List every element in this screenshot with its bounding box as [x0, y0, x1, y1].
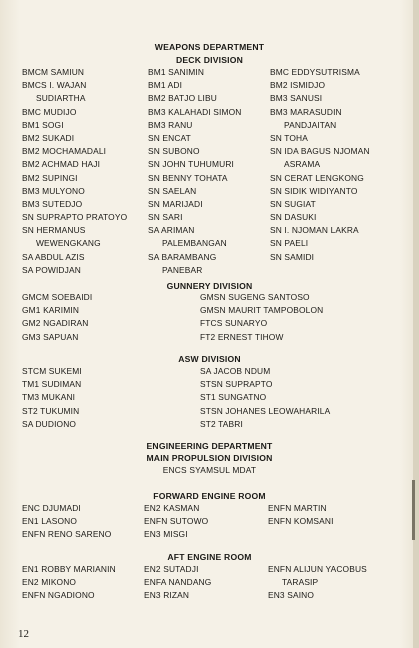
- roster-entry: SN BENNY TOHATA: [148, 172, 228, 183]
- roster-entry: BM2 MOCHAMADALI: [22, 146, 107, 157]
- roster-entry: SA DUDIONO: [22, 418, 77, 429]
- aft-engine-room-column-2: [144, 563, 211, 603]
- roster-entry: SN TOHA: [270, 132, 308, 143]
- page-edge-shadow: [413, 0, 419, 648]
- roster-entry: ENFN ALIJUN YACOBUS: [268, 564, 367, 574]
- roster-entry: SN CERAT LENGKONG: [270, 172, 364, 183]
- roster-entry: BM1 SANIMIN: [148, 67, 205, 77]
- forward-engine-room-column-3: [268, 502, 334, 528]
- roster-entry: FT2 ERNEST TIHOW: [200, 331, 284, 342]
- asw-division-heading: ASW DIVISION: [178, 354, 241, 364]
- roster-entry: ENFN KOMSANI: [268, 516, 334, 527]
- roster-entry: BM3 MULYONO: [22, 185, 85, 196]
- roster-entry: TM3 MUKANI: [22, 392, 76, 403]
- roster-entry: GM3 SAPUAN: [22, 331, 79, 342]
- roster-entry: EN1 LASONO: [22, 516, 78, 527]
- roster-entry: EN2 KASMAN: [144, 503, 200, 513]
- roster-entry: ENFN MARTIN: [268, 503, 327, 513]
- roster-entry: BM3 KALAHADI SIMON: [148, 106, 242, 117]
- binding-mark: [412, 480, 415, 540]
- roster-entry: FTCS SUNARYO: [200, 318, 268, 329]
- gunnery-division-heading: GUNNERY DIVISION: [166, 281, 253, 291]
- gunnery-column-1: [22, 291, 92, 344]
- gunnery-column-2: [200, 291, 323, 344]
- roster-entry: ENFN NGADIONO: [22, 590, 95, 601]
- roster-entry: EN3 RIZAN: [144, 590, 190, 601]
- roster-entry: ENFN RENO SARENO: [22, 529, 112, 540]
- engineering-department-heading: ENGINEERING DEPARTMENT: [146, 441, 273, 451]
- roster-entry: GMSN MAURIT TAMPOBOLON: [200, 305, 324, 316]
- forward-engine-room-heading: FORWARD ENGINE ROOM: [153, 491, 266, 501]
- deck-division-heading: DECK DIVISION: [175, 55, 244, 65]
- roster-entry: BM2 SUPINGI: [22, 172, 78, 183]
- asw-column-1: [22, 365, 82, 431]
- roster-entry: BMC MUDIJO: [22, 106, 77, 117]
- roster-entry: SN HERMANUS: [22, 225, 86, 236]
- aft-engine-room-heading: AFT ENGINE ROOM: [167, 552, 252, 562]
- roster-entry: SN SAELAN: [148, 185, 197, 196]
- weapons-department-heading: WEAPONS DEPARTMENT: [154, 42, 265, 52]
- roster-entry-continuation: WEWENGKANG: [36, 238, 101, 249]
- roster-entry: ST2 TABRI: [200, 418, 243, 429]
- forward-engine-room-column-1: [22, 502, 111, 542]
- roster-entry: EN1 ROBBY MARIANIN: [22, 564, 116, 574]
- deck-column-2: [148, 66, 241, 277]
- roster-entry: BMC EDDYSUTRISMA: [270, 67, 360, 77]
- roster-entry: BM3 SANUSI: [270, 93, 323, 104]
- roster-entry-continuation: PANDJAITAN: [284, 119, 337, 130]
- roster-entry: EN3 MISGI: [144, 529, 188, 540]
- roster-entry: SN DASUKI: [270, 212, 317, 223]
- roster-entry-continuation: PALEMBANGAN: [162, 238, 227, 249]
- roster-entry-continuation: SUDIARTHA: [36, 93, 86, 104]
- roster-entry: SN I. NJOMAN LAKRA: [270, 225, 359, 236]
- roster-entry: STCM SUKEMI: [22, 366, 82, 376]
- deck-column-3: [270, 66, 370, 264]
- page-number: 12: [18, 628, 29, 640]
- aft-engine-room-column-3: [268, 563, 367, 603]
- roster-entry: BM2 BATJO LIBU: [148, 93, 217, 104]
- roster-entry: SN SUBONO: [148, 146, 200, 157]
- roster-entry: SN PAELI: [270, 238, 309, 249]
- roster-entry: BM2 ISMIDJO: [270, 80, 326, 91]
- roster-entry: SN SAMIDI: [270, 251, 315, 262]
- roster-entry: ENFA NANDANG: [144, 577, 212, 588]
- roster-entry: EN3 SAINO: [268, 590, 315, 601]
- roster-entry: ST2 TUKUMIN: [22, 405, 80, 416]
- roster-entry: BM3 MARASUDIN: [270, 106, 342, 117]
- roster-entry: EN2 MIKONO: [22, 577, 77, 588]
- roster-entry: BM2 SUKADI: [22, 132, 75, 143]
- aft-engine-room-column-1: [22, 563, 116, 603]
- roster-entry: SN ENCAT: [148, 132, 191, 143]
- roster-entry: SN SUGIAT: [270, 198, 316, 209]
- roster-entry: BM3 SUTEDJO: [22, 198, 83, 209]
- roster-entry: SA ABDUL AZIS: [22, 251, 85, 262]
- asw-column-2: [200, 365, 330, 431]
- main-propulsion-division-heading: MAIN PROPULSION DIVISION: [146, 453, 273, 463]
- roster-entry: BM2 ACHMAD HAJI: [22, 159, 101, 170]
- roster-entry: SA ARIMAN: [148, 225, 195, 236]
- roster-entry: BM3 RANU: [148, 119, 193, 130]
- roster-entry: ST1 SUNGATNO: [200, 392, 267, 403]
- roster-entry: TM1 SUDIMAN: [22, 379, 82, 390]
- roster-entry: ENC DJUMADI: [22, 503, 81, 513]
- deck-column-1: [22, 66, 127, 277]
- roster-entry: SN SARI: [148, 212, 183, 223]
- roster-entry: SA BARAMBANG: [148, 251, 217, 262]
- roster-entry: GM1 KARIMIN: [22, 305, 80, 316]
- roster-entry-continuation: ASRAMA: [284, 159, 321, 170]
- roster-entry: BM1 ADI: [148, 80, 183, 91]
- roster-entry: GM2 NGADIRAN: [22, 318, 89, 329]
- roster-entry: STSN SUPRAPTO: [200, 379, 273, 390]
- roster-entry: SA JACOB NDUM: [200, 366, 271, 376]
- roster-entry: STSN JOHANES LEOWAHARILA: [200, 405, 331, 416]
- roster-entry: BM1 SOGI: [22, 119, 64, 130]
- roster-entry: SN IDA BAGUS NJOMAN: [270, 146, 370, 157]
- roster-entry: ENFN SUTOWO: [144, 516, 209, 527]
- roster-entry: GMSN SUGENG SANTOSO: [200, 292, 310, 302]
- roster-entry: SN SIDIK WIDIYANTO: [270, 185, 358, 196]
- roster-entry: EN2 SUTADJI: [144, 564, 199, 574]
- roster-entry-continuation: PANEBAR: [162, 264, 203, 275]
- roster-entry: SN JOHN TUHUMURI: [148, 159, 234, 170]
- roster-entry: GMCM SOEBAIDI: [22, 292, 93, 302]
- roster-entry: SN SUPRAPTO PRATOYO: [22, 212, 128, 223]
- roster-entry: SN MARIJADI: [148, 198, 203, 209]
- roster-entry-continuation: TARASIP: [282, 577, 319, 588]
- forward-engine-room-column-2: [144, 502, 208, 542]
- roster-entry: BMCM SAMIUN: [22, 67, 85, 77]
- roster-entry: BMCS I. WAJAN: [22, 80, 87, 91]
- roster-entry: SA POWIDJAN: [22, 264, 81, 275]
- main-propulsion-chief: ENCS SYAMSUL MDAT: [162, 465, 257, 475]
